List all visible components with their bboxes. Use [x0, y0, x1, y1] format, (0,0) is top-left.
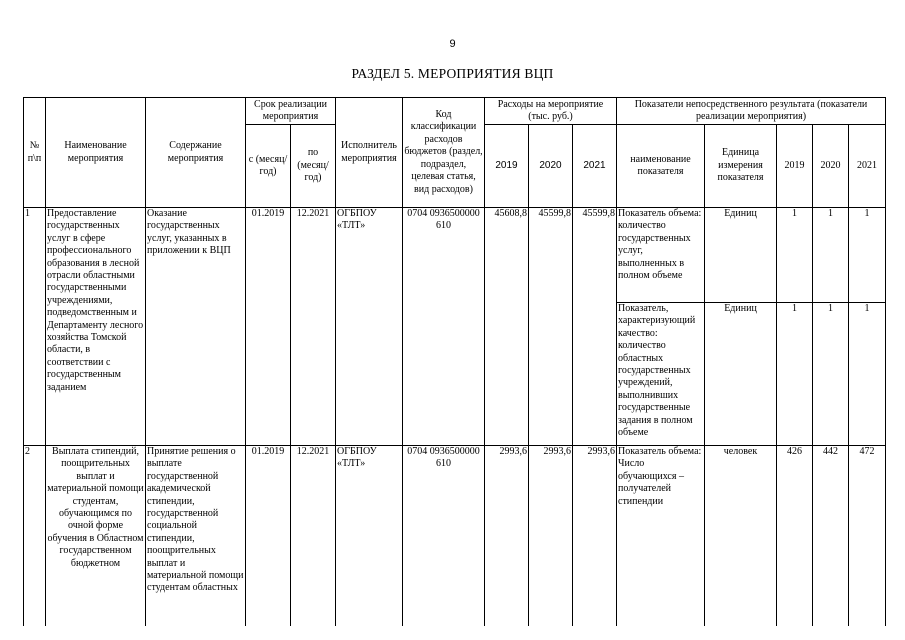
indicator-value: 1: [813, 208, 849, 303]
indicator-value: 426: [777, 446, 813, 626]
header-indicators: Показатели непосредственного результата (показатели реализации мероприятия): [617, 98, 886, 125]
row-exp: 2993,6: [485, 446, 529, 626]
table-row: [24, 208, 886, 303]
row-content: Оказание государственных услуг, указанных в приложении к ВЦП: [146, 208, 246, 446]
header-exp-year: 2021: [573, 125, 617, 208]
header-exp-year: 2019: [485, 125, 529, 208]
indicator-value: 1: [813, 303, 849, 446]
indicator-value: 1: [777, 208, 813, 303]
header-ind-year: 2019: [777, 125, 813, 208]
row-to: 12.2021: [291, 208, 336, 446]
row-exp: 2993,6: [573, 446, 617, 626]
page-number: 9: [449, 38, 456, 50]
indicator-unit: Единиц: [705, 208, 777, 303]
indicator-name: Показатель объема: количество государственных услуг, выполненных в полном объеме: [617, 208, 705, 303]
header-name: Наименование мероприятия: [46, 98, 146, 208]
indicator-value: 1: [849, 208, 886, 303]
header-exp-year: 2020: [529, 125, 573, 208]
header-executor: Исполнитель мероприятия: [336, 98, 403, 208]
header-from: с (месяц/ год): [246, 125, 291, 208]
row-name: Выплата стипендий, поощрительных выплат и материальной помощи студентам, обучающимся по очной форме обучения в Областном государственном бюджетном: [46, 446, 146, 626]
row-exp: 45608,8: [485, 208, 529, 446]
header-ind-year: 2020: [813, 125, 849, 208]
row-code: 0704 0936500000 610: [403, 208, 485, 446]
header-ind-year: 2021: [849, 125, 886, 208]
indicator-value: 442: [813, 446, 849, 626]
header-num: № п\п: [24, 98, 46, 208]
row-num: 2: [24, 446, 46, 626]
row-exp: 2993,6: [529, 446, 573, 626]
row-content: Принятие решения о выплате государственной академической стипендии, государственной социальной стипендии, поощрительных выплат и материальной помощи студентам областных: [146, 446, 246, 626]
row-name: Предоставление государственных услуг в сфере профессионального образования в лесной отрасли областными государственными учреждениями, подведомственным и Департаменту лесного хозяйства Томской области, в соответствии с государственным заданием: [46, 208, 146, 446]
row-executor: ОГБПОУ «ТЛТ»: [336, 208, 403, 446]
indicator-value: 1: [777, 303, 813, 446]
indicator-value: 1: [849, 303, 886, 446]
row-exp: 45599,8: [529, 208, 573, 446]
measures-table: [23, 97, 886, 626]
header-to: по (месяц/ год): [291, 125, 336, 208]
row-to: 12.2021: [291, 446, 336, 626]
section-title: РАЗДЕЛ 5. МЕРОПРИЯТИЯ ВЦП: [351, 66, 554, 81]
row-from: 01.2019: [246, 208, 291, 446]
header-content: Содержание мероприятия: [146, 98, 246, 208]
indicator-unit: человек: [705, 446, 777, 626]
indicator-name: Показатель объема: Число обучающихся – получателей стипендии: [617, 446, 705, 626]
row-exp: 45599,8: [573, 208, 617, 446]
header-expenses: Расходы на мероприятие (тыс. руб.): [485, 98, 617, 125]
row-code: 0704 0936500000 610: [403, 446, 485, 626]
indicator-name: Показатель, характеризующий качество: количество областных государственных учреждений, выполнивших государственные задания в полном объеме: [617, 303, 705, 446]
row-from: 01.2019: [246, 446, 291, 626]
row-executor: ОГБПОУ «ТЛТ»: [336, 446, 403, 626]
header-indicator-name: наименование показателя: [617, 125, 705, 208]
header-code: Код классификации расходов бюджетов (раздел, подраздел, целевая статья, вид расходов): [403, 98, 485, 208]
header-term: Срок реализации мероприятия: [246, 98, 336, 125]
header-indicator-unit: Единица измерения показателя: [705, 125, 777, 208]
indicator-unit: Единиц: [705, 303, 777, 446]
row-num: 1: [24, 208, 46, 446]
table-row: [24, 446, 886, 626]
indicator-value: 472: [849, 446, 886, 626]
